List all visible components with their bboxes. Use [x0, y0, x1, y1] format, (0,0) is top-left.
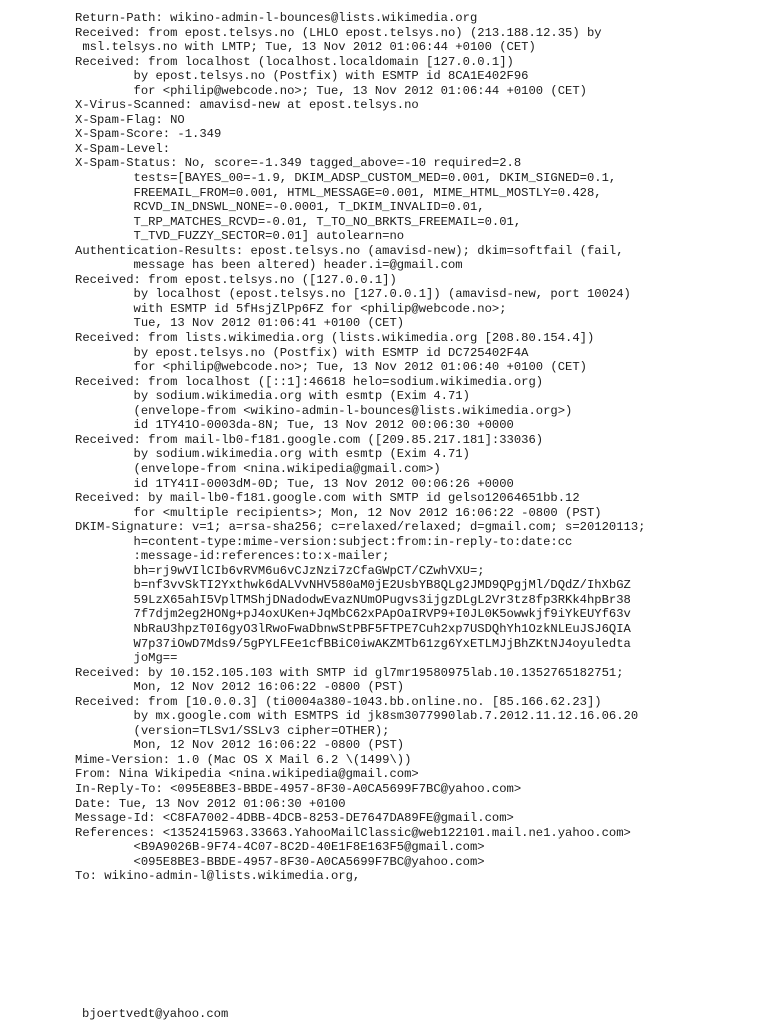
header-line: Received: from epost.telsys.no ([127.0.0.1]) — [75, 272, 397, 287]
header-line: Received: by mail-lb0-f181.google.com with SMTP id gelso12064651bb.12 — [75, 491, 580, 506]
header-line: message has been altered) header.i=@gmail.com — [75, 258, 463, 273]
header-line: by sodium.wikimedia.org with esmtp (Exim 4.71) — [75, 447, 470, 462]
header-line: X-Spam-Flag: NO — [75, 112, 185, 127]
header-line: <B9A9026B-9F74-4C07-8C2D-40E1F8E163F5@gmail.com> — [75, 840, 485, 855]
header-line: 59LzX65ahI5VplTMShjDNadodwEvazNUmOPugvs3ijgzDLgL2Vr3tz8fp3RKk4hpBr38 — [75, 592, 631, 607]
header-line: (version=TLSv1/SSLv3 cipher=OTHER); — [75, 723, 390, 738]
header-line: X-Spam-Score: -1.349 — [75, 127, 222, 142]
header-line: Tue, 13 Nov 2012 01:06:41 +0100 (CET) — [75, 316, 405, 331]
header-line: Date: Tue, 13 Nov 2012 01:06:30 +0100 — [75, 796, 346, 811]
raw-email-headers — [75, 11, 645, 884]
header-line: id 1TY41O-0003da-8N; Tue, 13 Nov 2012 00:06:30 +0000 — [75, 418, 514, 433]
header-line: (envelope-from <nina.wikipedia@gmail.com>) — [75, 461, 441, 476]
header-line: bh=rj9wVIlCIb6vRVM6u6vCJzNzi7zCfaGWpCT/CZwhVXU=; — [75, 563, 485, 578]
header-line: for <philip@webcode.no>; Tue, 13 Nov 2012 01:06:40 +0100 (CET) — [75, 360, 587, 375]
header-line: NbRaU3hpzT0I6gyO3lRwoFwaDbnwStPBF5FTPE7Cuh2xp7USDQhYh1OzkNLEuJSJ6QIA — [75, 621, 631, 636]
header-line: X-Spam-Status: No, score=-1.349 tagged_above=-10 required=2.8 — [75, 156, 522, 171]
header-line: Mon, 12 Nov 2012 16:06:22 -0800 (PST) — [75, 738, 405, 753]
header-line: by epost.telsys.no (Postfix) with ESMTP id DC725402F4A — [75, 345, 529, 360]
header-line: by localhost (epost.telsys.no [127.0.0.1]) (amavisd-new, port 10024) — [75, 287, 631, 302]
header-line: References: <1352415963.33663.YahooMailClassic@web122101.mail.ne1.yahoo.com> — [75, 825, 631, 840]
header-line: 7f7djm2eg2HONg+pJ4oxUKen+JqMbC62xPApOaIRVP9+I0JL0K5owwkjf9iYkEUYf63v — [75, 607, 631, 622]
header-line: In-Reply-To: <095E8BE3-BBDE-4957-8F30-A0CA5699F7BC@yahoo.com> — [75, 781, 522, 796]
header-line: Received: from [10.0.0.3] (ti0004a380-1043.bb.online.no. [85.166.62.23]) — [75, 694, 602, 709]
header-line: Received: from mail-lb0-f181.google.com ([209.85.217.181]:33036) — [75, 432, 544, 447]
header-line: id 1TY41I-0003dM-0D; Tue, 13 Nov 2012 00:06:26 +0000 — [75, 476, 514, 491]
header-line: b=nf3vvSkTI2Yxthwk6dALVvNHV580aM0jE2UsbYB8QLg2JMD9QPgjMl/DQdZ/IhXbGZ — [75, 578, 631, 593]
header-line: Authentication-Results: epost.telsys.no (amavisd-new); dkim=softfail (fail, — [75, 243, 624, 258]
header-line: Received: from lists.wikimedia.org (lists.wikimedia.org [208.80.154.4]) — [75, 331, 595, 346]
header-line: Received: from localhost (localhost.localdomain [127.0.0.1]) — [75, 54, 514, 69]
header-line: RCVD_IN_DNSWL_NONE=-0.0001, T_DKIM_INVALID=0.01, — [75, 200, 485, 215]
header-line: <095E8BE3-BBDE-4957-8F30-A0CA5699F7BC@yahoo.com> — [75, 854, 485, 869]
header-line: tests=[BAYES_00=-1.9, DKIM_ADSP_CUSTOM_MED=0.001, DKIM_SIGNED=0.1, — [75, 171, 617, 186]
header-line: FREEMAIL_FROM=0.001, HTML_MESSAGE=0.001, MIME_HTML_MOSTLY=0.428, — [75, 185, 602, 200]
header-line: :message-id:references:to:x-mailer; — [75, 549, 390, 564]
header-line: Mime-Version: 1.0 (Mac OS X Mail 6.2 \(1499\)) — [75, 752, 412, 767]
header-line: with ESMTP id 5fHsjZlPp6FZ for <philip@webcode.no>; — [75, 301, 507, 316]
header-line: for <philip@webcode.no>; Tue, 13 Nov 2012 01:06:44 +0100 (CET) — [75, 83, 587, 98]
header-line: X-Virus-Scanned: amavisd-new at epost.telsys.no — [75, 98, 419, 113]
header-line: Received: by 10.152.105.103 with SMTP id gl7mr19580975lab.10.1352765182751; — [75, 665, 624, 680]
header-line: Received: from localhost ([::1]:46618 helo=sodium.wikimedia.org) — [75, 374, 544, 389]
header-line: h=content-type:mime-version:subject:from:in-reply-to:date:cc — [75, 534, 573, 549]
header-line: To: wikino-admin-l@lists.wikimedia.org, — [75, 869, 361, 884]
header-line: Mon, 12 Nov 2012 16:06:22 -0800 (PST) — [75, 680, 405, 695]
header-line: for <multiple recipients>; Mon, 12 Nov 2012 16:06:22 -0800 (PST) — [75, 505, 602, 520]
header-line: by mx.google.com with ESMTPS id jk8sm3077990lab.7.2012.11.12.16.06.20 — [75, 709, 639, 724]
header-line: From: Nina Wikipedia <nina.wikipedia@gmail.com> — [75, 767, 419, 782]
header-line: msl.telsys.no with LMTP; Tue, 13 Nov 2012 01:06:44 +0100 (CET) — [75, 40, 536, 55]
header-line: by sodium.wikimedia.org with esmtp (Exim 4.71) — [75, 389, 470, 404]
header-line: T_TVD_FUZZY_SECTOR=0.01] autolearn=no — [75, 229, 405, 244]
header-line: joMg== — [75, 651, 178, 666]
header-line: (envelope-from <wikino-admin-l-bounces@lists.wikimedia.org>) — [75, 403, 573, 418]
header-line: Return-Path: wikino-admin-l-bounces@lists.wikimedia.org — [75, 11, 478, 25]
header-line: W7p37iOwD7Mds9/5gPYLFEe1cfBBiC0iwAKZMTb61zg6YxETLMJjBhZKtNJ4oyuledta — [75, 636, 631, 651]
header-line: T_RP_MATCHES_RCVD=-0.01, T_TO_NO_BRKTS_FREEMAIL=0.01, — [75, 214, 522, 229]
footer-email-address: bjoertvedt@yahoo.com — [82, 1007, 229, 1021]
header-line: X-Spam-Level: — [75, 141, 171, 156]
header-line: DKIM-Signature: v=1; a=rsa-sha256; c=relaxed/relaxed; d=gmail.com; s=20120113; — [75, 520, 646, 535]
header-line: Message-Id: <C8FA7002-4DBB-4DCB-8253-DE7647DA89FE@gmail.com> — [75, 811, 514, 826]
header-line: by epost.telsys.no (Postfix) with ESMTP id 8CA1E402F96 — [75, 69, 529, 84]
header-line: Received: from epost.telsys.no (LHLO epost.telsys.no) (213.188.12.35) by — [75, 25, 602, 40]
